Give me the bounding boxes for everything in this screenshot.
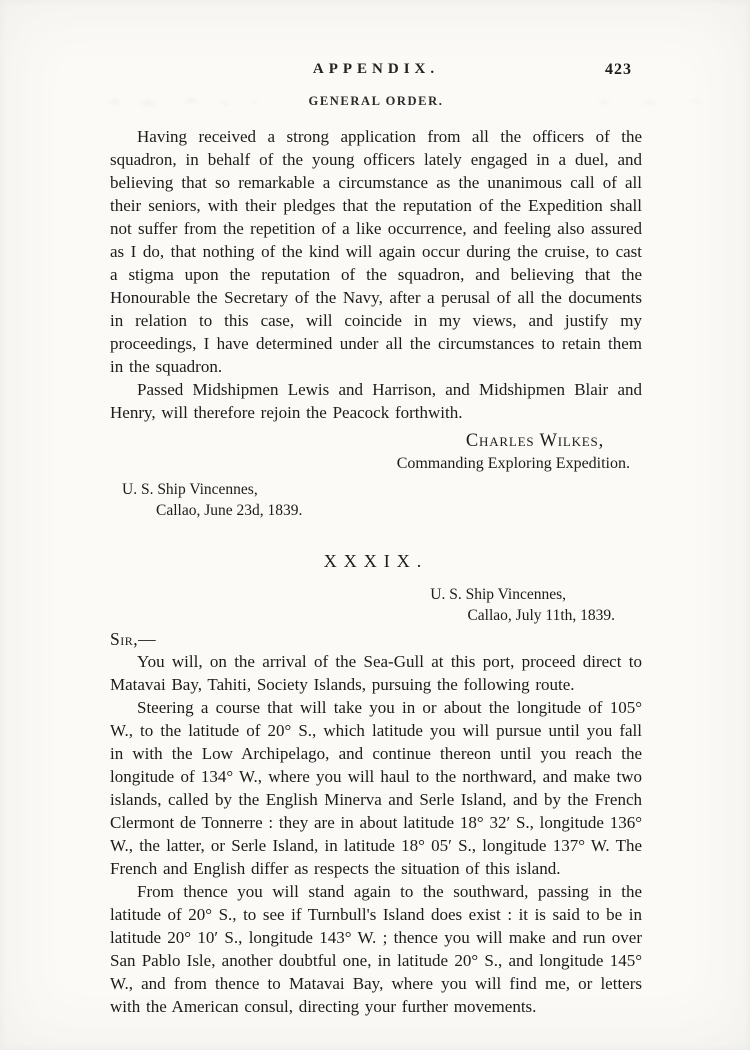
page-content xyxy=(110,60,642,1018)
page-number: 423 xyxy=(605,61,632,78)
running-header-title: APPENDIX. xyxy=(312,61,440,77)
dateline-ship: U. S. Ship Vincennes, xyxy=(122,481,258,498)
instructions-paragraph-3: From thence you will stand again to the southward, passing in the latitude of 20° S., to see if Turnbull's Island does exist : it is said to be in latitude 20° 10′ S., longitude 143° W. ; thence you will make and run over San Pablo Isle, another doubtful one, in latitude 20° S., and longitude 145° W., and from thence to Matavai Bay, where you will find me, or letters with the American consul, directing your further movements. xyxy=(110,882,642,1016)
instructions-paragraph-1: You will, on the arrival of the Sea-Gull at this port, proceed direct to Matavai Bay, Tahiti, Society Islands, pursuing the following route. xyxy=(110,652,642,694)
general-order-paragraph-2: Passed Midshipmen Lewis and Harrison, and Midshipmen Blair and Henry, will therefore rejoin the Peacock forthwith. xyxy=(110,380,642,422)
running-header xyxy=(110,60,642,82)
dateline-place-date: Callao, July 11th, 1839. xyxy=(467,607,615,624)
signature-title: Commanding Exploring Expedition. xyxy=(396,455,630,472)
section-heading-xxxix: XXXIX. xyxy=(323,551,429,571)
dateline-june xyxy=(110,479,642,521)
dateline-place-date: Callao, June 23d, 1839. xyxy=(156,502,303,519)
general-order-heading: GENERAL ORDER. xyxy=(308,94,444,108)
instructions-paragraph-2: Steering a course that will take you in or about the longitude of 105° W., to the latitude of 20° S., which latitude you will pursue until you fall in with the Low Archipelago, and continue thereon until you reach the longitude of 134° W., where you will haul to the northward, and make two islands, called by the English Minerva and Serle Island, and by the French Clermont de Tonnerre : they are in about latitude 18° 32′ S., longitude 136° W., the latter, or Serle Island, in latitude 18° 05′ S., longitude 137° W. The French and English differ as respects the situation of this island. xyxy=(110,698,642,878)
dateline-july xyxy=(110,584,642,626)
salutation: Sir,— xyxy=(110,629,157,649)
general-order-paragraph-1: Having received a strong application from all the officers of the squadron, in behalf of the young officers lately engaged in a duel, and believing that so remarkable a circumstance as the unanimous call of all their seniors, with their pledges that the reputation of the Expedition shall not suffer from the repetition of a like occurrence, and feeling also assured as I do, that nothing of the kind will again occur during the cruise, to cast a stigma upon the reputation of the squadron, and believing that the Honourable the Secretary of the Navy, after a perusal of all the documents in relation to this case, will coincide in my views, and justify my proceedings, I have determined under all the circumstances to retain them in the squadron. xyxy=(110,127,642,376)
dateline-ship: U. S. Ship Vincennes, xyxy=(430,586,566,603)
signature-block xyxy=(110,430,642,475)
signature-name: Charles Wilkes, xyxy=(465,431,604,451)
